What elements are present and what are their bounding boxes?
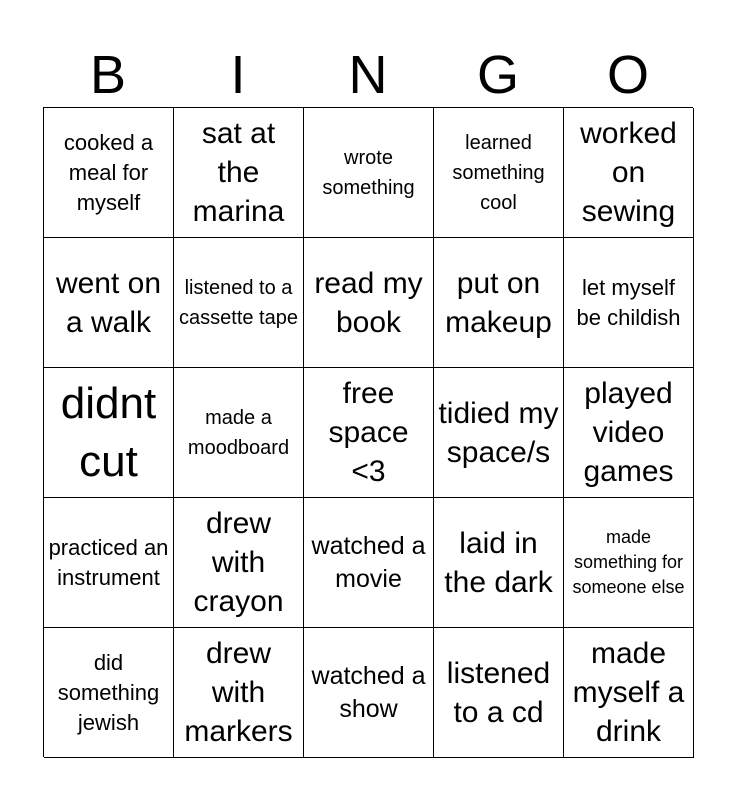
cell-text: worked on sewing	[580, 117, 677, 228]
cell-text: wrote something	[322, 146, 415, 199]
bingo-cell[interactable]	[434, 368, 564, 498]
cell-text: did something jewish	[57, 649, 160, 735]
bingo-cell[interactable]	[174, 628, 304, 758]
bingo-cell[interactable]	[44, 368, 174, 498]
cell-text: made myself a drink	[572, 637, 685, 748]
bingo-header	[43, 42, 693, 108]
bingo-cell[interactable]	[564, 108, 694, 238]
bingo-cell[interactable]	[44, 238, 174, 368]
bingo-cell[interactable]	[434, 238, 564, 368]
cell-text: free space <3	[328, 377, 409, 488]
bingo-cell[interactable]	[434, 108, 564, 238]
bingo-cell[interactable]	[304, 498, 434, 628]
header-letter-o: O	[606, 45, 649, 105]
bingo-cell[interactable]	[44, 498, 174, 628]
bingo-cell[interactable]	[44, 108, 174, 238]
cell-text: sat at the marina	[192, 117, 285, 228]
cell-text: listened to a cassette tape	[179, 276, 298, 329]
cell-text: read my book	[314, 266, 423, 339]
cell-text: listened to a cd	[446, 656, 551, 729]
bingo-cell[interactable]	[304, 628, 434, 758]
cell-text: drew with crayon	[193, 507, 284, 618]
header-letter-i: I	[230, 45, 246, 105]
cell-text: didnt cut	[60, 378, 157, 486]
header-letter-n: N	[348, 45, 388, 105]
cell-text: practiced an instrument	[48, 534, 169, 590]
header-letter-b: B	[89, 45, 127, 105]
bingo-cell[interactable]	[564, 238, 694, 368]
bingo-cell[interactable]	[174, 498, 304, 628]
bingo-cell[interactable]	[564, 368, 694, 498]
cell-text: watched a movie	[311, 531, 426, 593]
cell-text: made a moodboard	[187, 406, 290, 459]
bingo-cell[interactable]	[304, 108, 434, 238]
bingo-cell[interactable]	[174, 108, 304, 238]
cell-text: let myself be childish	[576, 274, 681, 330]
cell-text: played video games	[583, 377, 674, 488]
cell-text: learned something cool	[452, 131, 545, 214]
cell-text: went on a walk	[55, 266, 162, 339]
bingo-cell[interactable]	[564, 628, 694, 758]
bingo-cell[interactable]	[174, 368, 304, 498]
bingo-cell[interactable]	[434, 628, 564, 758]
cell-text: put on makeup	[445, 266, 552, 339]
cell-text: laid in the dark	[444, 526, 553, 599]
bingo-cell[interactable]	[434, 498, 564, 628]
cell-text: tidied my space/s	[438, 396, 559, 469]
bingo-cell[interactable]	[564, 498, 694, 628]
header-letter-g: G	[476, 45, 519, 105]
cell-text: cooked a meal for myself	[63, 129, 154, 215]
bingo-cell[interactable]	[304, 368, 434, 498]
bingo-cell[interactable]	[174, 238, 304, 368]
bingo-cell[interactable]	[304, 238, 434, 368]
cell-text: made something for someone else	[572, 527, 685, 597]
cell-text: drew with markers	[184, 637, 293, 748]
bingo-cell[interactable]	[44, 628, 174, 758]
bingo-grid	[43, 107, 693, 757]
cell-text: watched a show	[311, 661, 426, 723]
